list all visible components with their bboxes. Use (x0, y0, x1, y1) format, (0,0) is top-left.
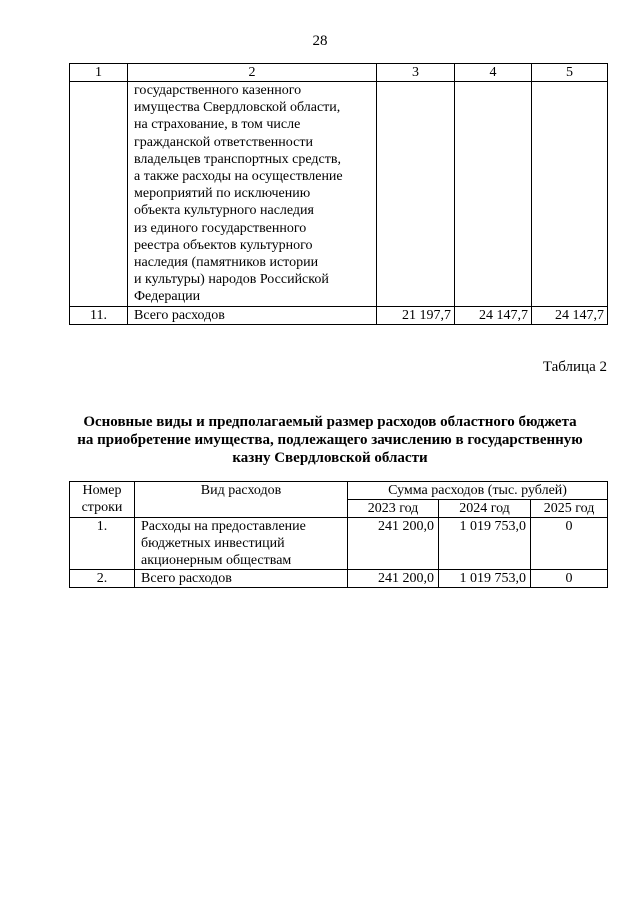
row-label: Всего расходов (128, 306, 377, 324)
row-number: 2. (70, 570, 135, 588)
header-year-2023: 2023 год (348, 500, 439, 518)
text-line: мероприятий по исключению (134, 186, 311, 202)
header-col-1: 1 (70, 64, 128, 82)
text-line: гражданской ответственности (134, 134, 313, 150)
header-year-2025: 2025 год (531, 500, 608, 518)
text-line: наследия (памятников истории (134, 255, 319, 271)
text-line: а также расходы на осуществление (134, 169, 343, 185)
table-row (70, 82, 608, 307)
expenses-table-continued (69, 63, 608, 325)
text-line: объекта культурного наследия (134, 203, 314, 219)
value-2024: 1 019 753,0 (439, 518, 531, 570)
value-col-3: 21 197,7 (377, 306, 455, 324)
property-expenses-table (69, 481, 608, 588)
title-line: Основные виды и предполагаемый размер расходов областного бюджета (83, 414, 577, 430)
expense-description (128, 82, 377, 307)
text-line: реестра объектов культурного (134, 237, 313, 253)
table-title (40, 413, 620, 467)
header-sum: Сумма расходов (тыс. рублей) (348, 482, 608, 500)
text-line: из единого государственного (134, 220, 307, 236)
header-row-number: Номер строки (70, 482, 135, 518)
row-label: Расходы на предоставление бюджетных инвестиций акционерным обществам (135, 518, 348, 570)
value-2024: 1 019 753,0 (439, 570, 531, 588)
total-row (70, 570, 608, 588)
value-2025: 0 (531, 570, 608, 588)
header-col-4: 4 (455, 64, 532, 82)
value-2023: 241 200,0 (348, 570, 439, 588)
header-col-5: 5 (532, 64, 608, 82)
text-line: и культуры) народов Российской (134, 272, 329, 288)
row-label: Всего расходов (135, 570, 348, 588)
text-line: на страхование, в том числе (134, 117, 301, 133)
header-expense-type: Вид расходов (135, 482, 348, 518)
text-line: Федерации (134, 289, 201, 305)
table-label: Таблица 2 (542, 359, 607, 375)
table-header-row (70, 482, 608, 500)
page-number: 28 (312, 33, 328, 49)
header-col-2: 2 (128, 64, 377, 82)
title-line: на приобретение имущества, подлежащего зачислению в государственную (77, 432, 583, 448)
value-col-4: 24 147,7 (455, 306, 532, 324)
title-line: казну Свердловской области (232, 450, 428, 466)
value-2023: 241 200,0 (348, 518, 439, 570)
row-number: 11. (70, 306, 128, 324)
row-number: 1. (70, 518, 135, 570)
table-row (70, 518, 608, 570)
header-year-2024: 2024 год (439, 500, 531, 518)
text-line: имущества Свердловской области, (134, 100, 341, 116)
value-col-5: 24 147,7 (532, 306, 608, 324)
text-line: государственного казенного (134, 83, 302, 98)
value-2025: 0 (531, 518, 608, 570)
header-col-3: 3 (377, 64, 455, 82)
total-row (70, 306, 608, 324)
text-line: владельцев транспортных средств, (134, 151, 341, 167)
table-header-row (70, 64, 608, 82)
